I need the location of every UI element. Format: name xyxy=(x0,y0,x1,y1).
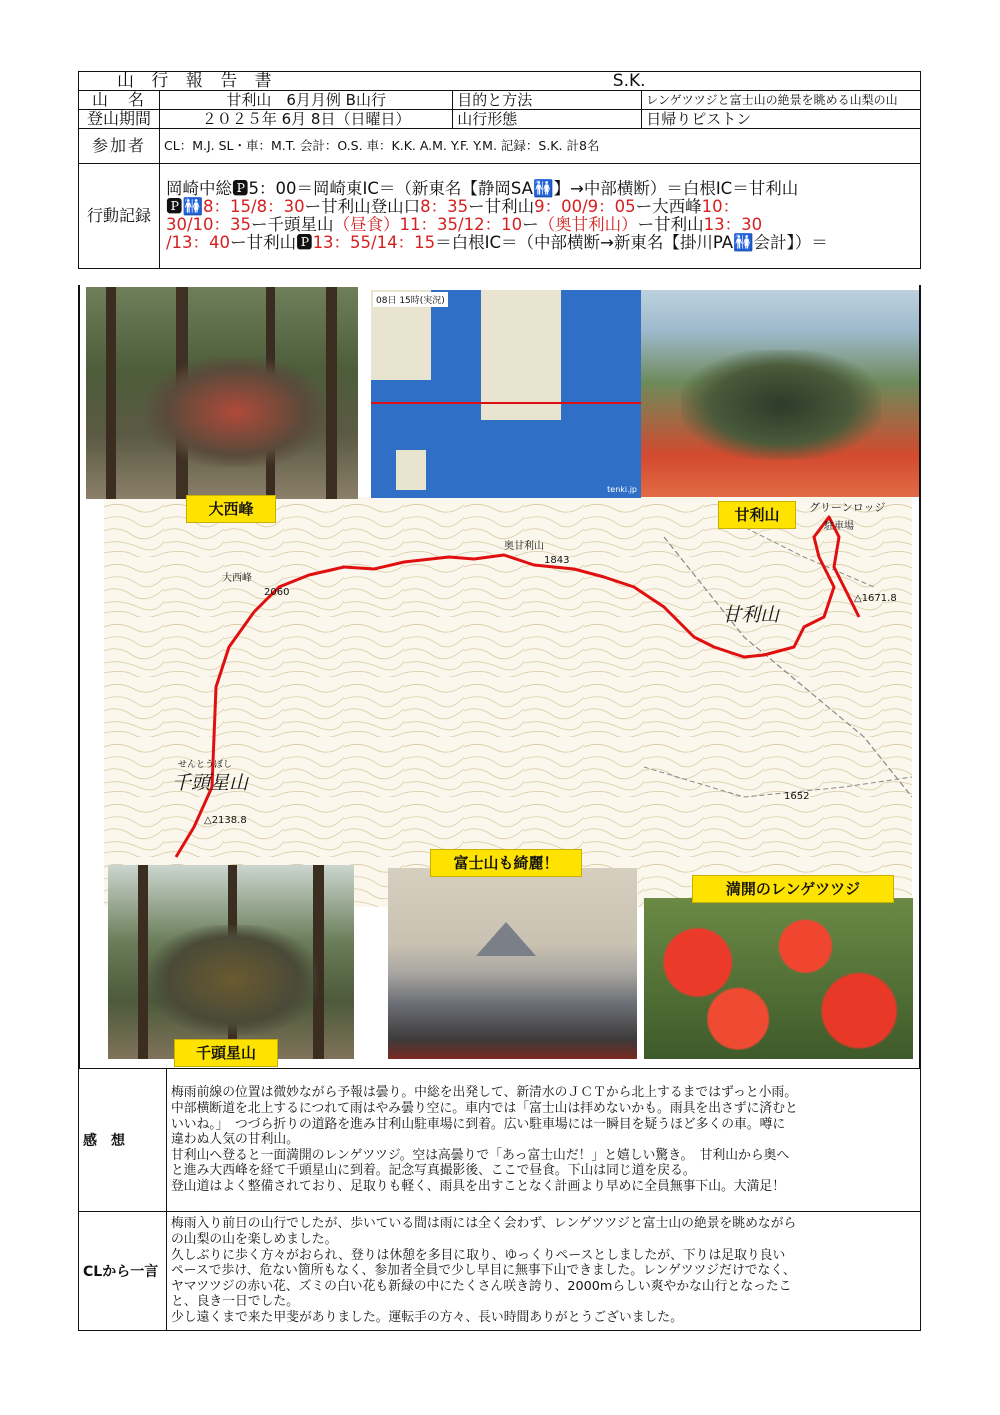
impression-line: 登山道はよく整備されており、足取りも軽く、雨具を出すことなく計画より早めに全員無事下山。大満足！ xyxy=(171,1178,785,1194)
caption-amari: 甘利山 xyxy=(718,501,796,529)
record-label: 行動記録 xyxy=(79,164,160,269)
members: CL：M.J. SL・車：M.T. 会計：O.S. 車：K.K. A.M. Y.F. Y.M. 記録：S.K. 計8名 xyxy=(160,129,921,164)
map-label-green-lodge: グリーンロッジ xyxy=(809,501,886,514)
period: ２０２５年 6月 8日（日曜日） xyxy=(160,110,453,129)
members-label: 参加者 xyxy=(79,129,160,164)
map-label-1652: 1652 xyxy=(784,791,810,802)
map-label-onishi: 大西峰 xyxy=(222,573,252,584)
report-footer xyxy=(78,1068,921,1331)
map-label-2138: △2138.8 xyxy=(204,815,247,826)
cl-line: と、良き一日でした。 xyxy=(171,1294,299,1310)
map-label-1843: 1843 xyxy=(544,555,570,566)
record-time: （昼食）11：35/12：10 xyxy=(333,215,523,234)
record-segment: 🅿🚻 xyxy=(166,197,204,216)
purpose: レンゲツツジと富士山の絶景を眺める山梨の山 xyxy=(642,91,921,110)
impression-label: 感 想 xyxy=(79,1069,167,1212)
record-segment: ー xyxy=(522,215,539,234)
photo-senzu xyxy=(108,865,354,1059)
record-segment: ー甘利山 xyxy=(637,215,704,234)
record-time: 13：55/14：15 xyxy=(312,233,436,252)
report-title: 山 行 報 告 書 xyxy=(79,72,453,91)
map-label-1671: △1671.8 xyxy=(854,593,897,604)
caption-onishi: 大西峰 xyxy=(186,495,276,523)
record-time: 8：35 xyxy=(420,197,469,216)
style-label: 山行形態 xyxy=(453,110,642,129)
map-label-2060: 2060 xyxy=(264,587,290,598)
period-label: 登山期間 xyxy=(79,110,160,129)
weather-time-label: 08日 15時(実況) xyxy=(373,292,448,307)
author: S.K. xyxy=(453,72,921,91)
record-time: 8：15/8：30 xyxy=(203,197,305,216)
cl-line: ペースで歩け、危ない箇所もなく、参加者全員で少し早目に無事下山できました。レンゲツツジだけでなく、 xyxy=(171,1263,796,1279)
mountain-name: 甘利山 6月月例 B山行 xyxy=(160,91,453,110)
record-time: （奥甘利山） xyxy=(538,215,638,234)
record-time: /13：40 xyxy=(166,233,231,252)
style: 日帰りピストン xyxy=(642,110,921,129)
record-line xyxy=(166,180,914,198)
record-line xyxy=(166,234,914,252)
impression-line: と進み大西峰を経て千頭星山に到着。記念写真撮影後、ここで昼食。下山は同じ道を戻る。 xyxy=(171,1163,696,1179)
cl-comment-text xyxy=(167,1212,921,1331)
cl-line: 久しぶりに歩く方々がおられ、登りは休憩を多目に取り、ゆっくりペースとしましたが、下りは足取り良い xyxy=(171,1247,786,1263)
map-label-amari: 甘利山 xyxy=(722,604,780,626)
cl-comment-label: CLから一言 xyxy=(79,1212,167,1331)
cl-line: 少し遠くまで来た甲斐がありました。運転手の方々、長い時間ありがとうございました。 xyxy=(171,1309,683,1325)
impression-line: 中部横断道を北上するにつれて雨はやみ曇り空に。車内では「富士山は拝めないかも。雨具を出さずに済むと xyxy=(171,1101,798,1117)
cl-line: の山梨の山を楽しめました。 xyxy=(171,1232,338,1248)
photo-fuji xyxy=(388,868,637,1059)
record-line xyxy=(166,198,914,216)
record-segment: ー甘利山🅿 xyxy=(230,233,313,252)
cl-line: ヤマツツジの赤い花、ズミの白い花も新緑の中にたくさん咲き誇り、2000mらしい爽やかな山行となったこ xyxy=(171,1278,792,1294)
weather-brand: tenki.jp xyxy=(607,485,637,494)
map-label-oku-amari: 奥甘利山 xyxy=(504,541,544,552)
cl-line: 梅雨入り前日の山行でしたが、歩いている間は雨には全く会わず、レンゲツツジと富士山の絶景を眺めながら xyxy=(171,1216,797,1232)
caption-senzu: 千頭星山 xyxy=(174,1039,278,1067)
photo-map-area xyxy=(78,285,921,1068)
record-line xyxy=(166,216,914,234)
photo-amari-summit xyxy=(641,290,919,497)
impression-line: 梅雨前線の位置は微妙ながら予報は曇り。中総を出発して、新清水のＪＣＴから北上するまではずっと小雨。 xyxy=(171,1085,798,1101)
caption-renge: 満開のレンゲツツジ xyxy=(692,875,894,903)
action-record xyxy=(160,164,921,269)
map-label-senzu-kana: せんとうぼし xyxy=(178,760,233,770)
record-segment: ＝白根IC＝（中部横断→新東名【掛川PA🚻会計】）＝ xyxy=(435,233,828,252)
photo-renge xyxy=(644,898,913,1059)
purpose-label: 目的と方法 xyxy=(453,91,642,110)
record-segment: ー千頭星山 xyxy=(251,215,334,234)
record-time: 30/10：35 xyxy=(166,215,252,234)
record-segment: ー甘利山登山口 xyxy=(304,197,421,216)
record-time: 10： xyxy=(701,197,740,216)
map-label-senzu: 千頭星山 xyxy=(172,772,249,794)
impression-line: 違わぬ人気の甘利山。 xyxy=(171,1132,299,1148)
impression-line: 甘利山へ登ると一面満開のレンゲツツジ。空は高曇りで「あっ富士山だ！」と嬉しい驚き。 甘利山から奥へ xyxy=(171,1147,790,1163)
impression-line: いいね。」 つづら折りの道路を進み甘利山駐車場に到着。広い駐車場には一瞬目を疑うほど多くの車。噂に xyxy=(171,1116,786,1132)
mountain-label: 山 名 xyxy=(79,91,160,110)
record-time: 13：30 xyxy=(703,215,763,234)
photo-weather-map xyxy=(371,290,641,498)
route-map xyxy=(104,497,912,907)
record-time: 9：00/9：05 xyxy=(534,197,636,216)
impression-text xyxy=(167,1069,921,1212)
record-segment: ー大西峰 xyxy=(635,197,702,216)
record-segment: 岡崎中総🅿5：00＝岡崎東IC＝（新東名【静岡SA🚻】→中部横断）＝白根IC＝甘利山 xyxy=(166,179,799,198)
map-label-parking: 駐車場 xyxy=(824,521,854,532)
photo-onishi xyxy=(86,287,358,499)
report-header xyxy=(78,71,921,269)
record-segment: ー甘利山 xyxy=(468,197,535,216)
caption-fuji: 富士山も綺麗！ xyxy=(430,849,582,877)
